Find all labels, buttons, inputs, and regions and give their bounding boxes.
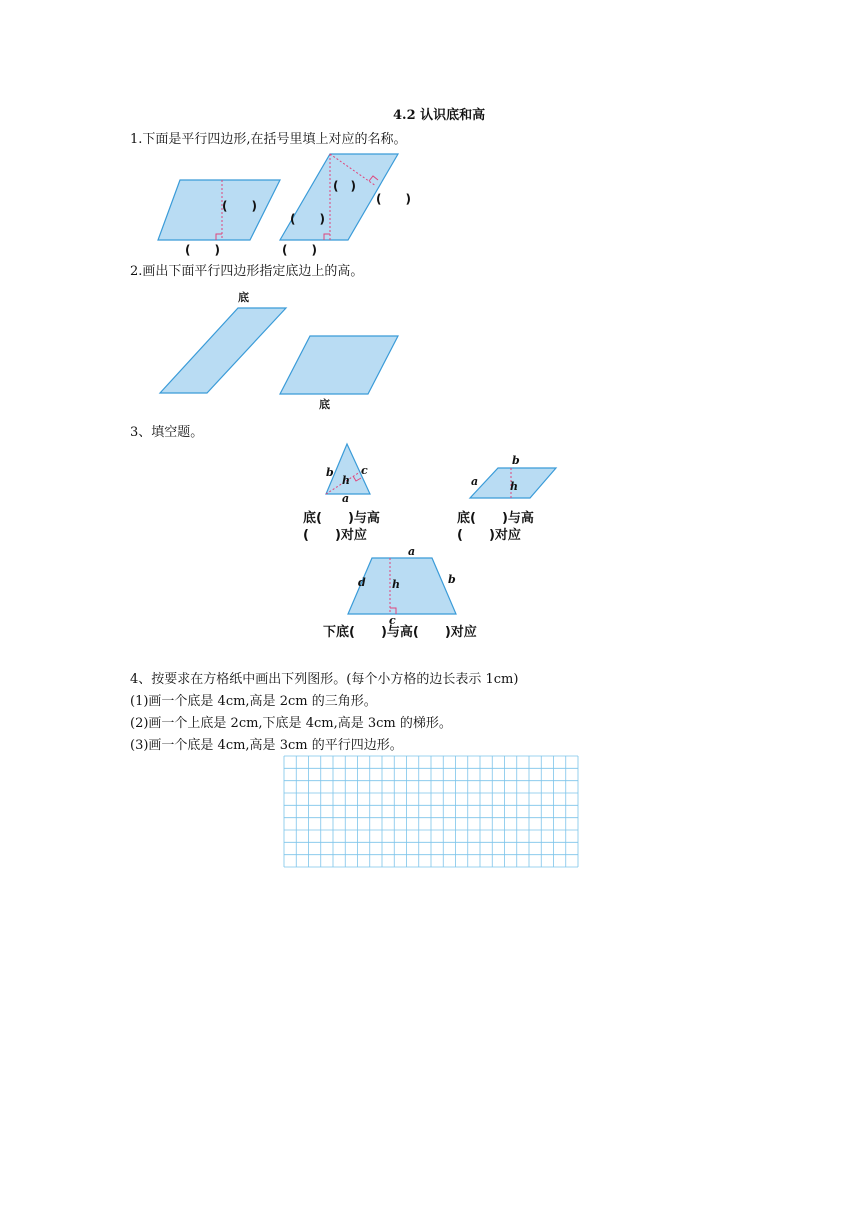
q3-triangle-figure	[300, 440, 400, 505]
q3-triangle-answer-line1[interactable]: 底( )与高	[303, 511, 380, 526]
q3-triangle-answer-line2[interactable]: ( )对应	[303, 528, 367, 543]
q2-parallelogram-left	[160, 308, 286, 393]
q1-parallelogram-left	[158, 180, 280, 240]
q1-blank-side[interactable]: ( )	[376, 192, 411, 206]
q3-trapezoid-label-a: a	[408, 545, 416, 558]
question-1-prompt: 1.下面是平行四边形,在括号里填上对应的名称。	[130, 132, 407, 147]
q2-base-label-bottom: 底	[319, 398, 330, 411]
q3-trapezoid-label-h: h	[392, 578, 400, 591]
question-4-item-2: (2)画一个上底是 2cm,下底是 4cm,高是 3cm 的梯形。	[130, 716, 452, 731]
q1-blank-base-right[interactable]: ( )	[282, 243, 317, 257]
question-4-item-1: (1)画一个底是 4cm,高是 2cm 的三角形。	[130, 694, 377, 709]
q3-parallelogram-label-h: h	[510, 480, 518, 493]
q3-parallelogram-label-a: a	[471, 475, 479, 488]
q3-parallelogram-answer-line1[interactable]: 底( )与高	[457, 511, 534, 526]
question-4-prompt: 4、按要求在方格纸中画出下列图形。(每个小方格的边长表示 1cm)	[130, 672, 519, 687]
q3-triangle-label-c: c	[361, 464, 368, 477]
q1-figure	[150, 150, 430, 260]
q3-parallelogram-label-b: b	[512, 454, 520, 467]
q2-base-label-top: 底	[238, 291, 249, 304]
q3-triangle-label-b: b	[326, 466, 334, 479]
q1-blank-height-vertical[interactable]: ( )	[290, 212, 325, 226]
q1-blank-height-left[interactable]: ( )	[222, 199, 257, 213]
q1-blank-height-slanted[interactable]: ( )	[333, 179, 356, 193]
question-3-prompt: 3、填空题。	[130, 425, 204, 440]
q3-parallelogram-figure	[466, 450, 566, 502]
q2-figure	[150, 288, 410, 418]
q3-triangle-label-h: h	[342, 474, 350, 487]
q2-parallelogram-right	[280, 336, 398, 394]
q3-trapezoid-answer-line[interactable]: 下底( )与高( )对应	[323, 625, 477, 640]
q4-grid-paper[interactable]	[283, 755, 581, 869]
q3-trapezoid-label-b: b	[448, 573, 456, 586]
q3-trapezoid-label-d: d	[358, 576, 366, 589]
q1-blank-base-left[interactable]: ( )	[185, 243, 220, 257]
question-4-item-3: (3)画一个底是 4cm,高是 3cm 的平行四边形。	[130, 738, 403, 753]
question-2-prompt: 2.画出下面平行四边形指定底边上的高。	[130, 264, 364, 279]
page-title: 4.2 认识底和高	[393, 108, 486, 123]
q3-trapezoid-label-c: c	[389, 614, 396, 627]
q3-trapezoid-figure	[340, 544, 470, 626]
q3-triangle-label-a: a	[342, 492, 350, 505]
q3-parallelogram-answer-line2[interactable]: ( )对应	[457, 528, 521, 543]
